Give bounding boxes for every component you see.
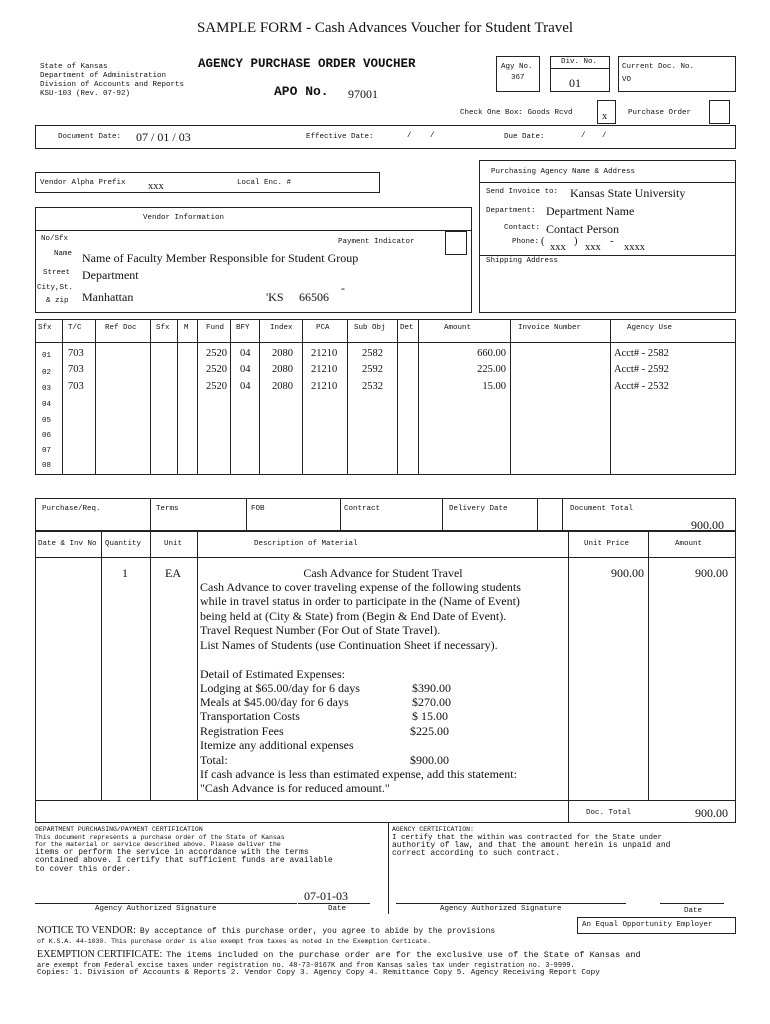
row-fund: 2520 — [206, 381, 227, 392]
check-one-label: Check One Box: Goods Rcvd — [460, 109, 573, 117]
col-header: Index — [270, 324, 293, 332]
item-unit: EA — [165, 566, 181, 580]
expense-value: $900.00 — [410, 753, 449, 767]
delivery-date-label: Delivery Date — [449, 505, 508, 513]
doc-date-month: 07 — [136, 130, 148, 144]
vendor-alpha-prefix-value: xxx — [148, 181, 164, 192]
agency-certification — [392, 826, 670, 859]
item-amount: 900.00 — [695, 566, 728, 580]
divider — [35, 800, 736, 801]
div-no-value: 01 — [569, 76, 581, 90]
col-header: Det — [400, 324, 414, 332]
date-line[interactable] — [660, 903, 724, 904]
signature-line[interactable] — [35, 903, 297, 904]
expense-label: Meals at $45.00/day for 6 days — [200, 695, 349, 709]
exemption-text: are exempt from Federal excise taxes under registration no. 48-73-0167K and from Kansas sales tax under registration no. 3-9999. — [37, 962, 575, 970]
dept-certification — [35, 826, 333, 874]
col-header: M — [184, 324, 189, 332]
description-line: while in travel status in order to participate in the (Name of Event) — [200, 594, 520, 608]
purchase-order-label: Purchase Order — [628, 109, 692, 117]
col-divider — [150, 531, 151, 800]
check-mark: x — [602, 111, 608, 122]
agency-line: Division of Accounts and Reports — [40, 81, 185, 89]
contact-label: Contact: — [504, 224, 541, 232]
eoe-text: An Equal Opportunity Employer — [582, 921, 713, 929]
exemption-heading: EXEMPTION CERTIFICATE: — [37, 949, 163, 960]
document-total-value: 900.00 — [691, 518, 724, 532]
city-label-line: & zip — [46, 297, 69, 305]
send-invoice-value: Kansas State University — [570, 186, 686, 200]
col-divider — [340, 498, 341, 531]
expense-value: $ 15.00 — [412, 709, 448, 723]
row-index: 2080 — [272, 348, 293, 359]
row-index: 2080 — [272, 381, 293, 392]
expense-label: Lodging at $65.00/day for 6 days — [200, 681, 360, 695]
row-sfx: 07 — [42, 447, 52, 455]
col-header: Agency Use — [627, 324, 673, 332]
detail-heading: Detail of Estimated Expenses: — [200, 667, 345, 681]
divider — [35, 557, 736, 558]
row-subobj: 2582 — [362, 348, 383, 359]
cert-line: contained above. I certify that sufficient funds are available — [35, 856, 333, 865]
date-label: Date — [684, 907, 703, 915]
signature-label: Agency Authorized Signature — [95, 905, 217, 913]
signature-date-value: 07-01-03 — [304, 889, 348, 903]
copies-line: Copies: 1. Division of Accounts & Reports 2. Vendor Copy 3. Agency Copy 4. Remittance Copy 5. Agency Receiving Report Copy — [37, 969, 600, 977]
exemption-certificate — [37, 944, 641, 971]
payment-indicator-box[interactable] — [445, 231, 467, 255]
col-header: Amount — [444, 324, 472, 332]
terms-label: Terms — [156, 505, 179, 513]
closing-line: If cash advance is less than estimated expense, add this statement: — [200, 767, 517, 781]
contract-label: Contract — [344, 505, 381, 513]
vendor-name-label: Name — [54, 250, 73, 258]
street-label: Street — [43, 269, 71, 277]
effective-date-label: Effective Date: — [306, 133, 374, 141]
expense-label: Registration Fees — [200, 724, 284, 738]
phone-area-code: xxx — [550, 242, 566, 253]
notice-text: of K.S.A. 44-1030. This purchase order is also exempt from taxes as noted in the Exemption Certicate. — [37, 938, 431, 945]
city-label-line: City,St. — [37, 284, 74, 292]
row-agency-use: Acct# - 2592 — [614, 364, 669, 375]
row-amount: 660.00 — [477, 348, 506, 359]
row-pca: 21210 — [311, 364, 338, 375]
due-date-slash: / — [602, 132, 607, 140]
purchase-req-label: Purchase/Req. — [42, 505, 101, 513]
col-divider — [562, 498, 563, 531]
effective-date-slash: / — [430, 132, 435, 140]
col-divider — [95, 319, 96, 475]
agy-no-value: 367 — [511, 74, 525, 82]
zip-value: 66506 — [299, 290, 329, 304]
divider — [479, 255, 736, 256]
col-divider — [568, 531, 569, 823]
item-unit-price: 900.00 — [611, 566, 644, 580]
row-tc: 703 — [68, 348, 84, 359]
row-fund: 2520 — [206, 348, 227, 359]
row-sfx: 06 — [42, 432, 52, 440]
current-doc-label: Current Doc. No. — [622, 63, 695, 71]
divider — [35, 230, 472, 231]
payment-indicator-label: Payment Indicator — [338, 238, 415, 246]
row-sfx: 01 — [42, 352, 52, 360]
zip-dash: - — [341, 281, 345, 295]
purchase-order-checkbox[interactable] — [709, 100, 730, 124]
cert-line: AGENCY CERTIFICATION: — [392, 826, 474, 833]
row-sfx: 08 — [42, 462, 52, 470]
current-doc-value: VO — [622, 76, 632, 84]
department-value: Department Name — [546, 204, 635, 218]
cert-line: authority of law, and that the amount herein is unpaid and — [392, 840, 671, 850]
local-enc-label: Local Enc. # — [237, 179, 292, 187]
expense-value: $225.00 — [410, 724, 449, 738]
col-divider — [230, 319, 231, 475]
col-header: Invoice Number — [518, 324, 582, 332]
row-bfy: 04 — [240, 364, 251, 375]
due-date-label: Due Date: — [504, 133, 545, 141]
cert-line: correct according to such contract. — [392, 849, 561, 858]
col-divider — [197, 319, 198, 475]
col-header: Unit — [164, 540, 183, 548]
row-sfx: 03 — [42, 385, 52, 393]
vendor-info-label: Vendor Information — [143, 214, 225, 222]
document-date-label: Document Date: — [58, 133, 122, 141]
doc-total-label: Doc. Total — [586, 809, 632, 817]
col-divider — [302, 319, 303, 475]
signature-label: Agency Authorized Signature — [440, 905, 562, 913]
col-divider — [150, 498, 151, 531]
page-title: SAMPLE FORM - Cash Advances Voucher for Student Travel — [196, 20, 574, 36]
row-pca: 21210 — [311, 381, 338, 392]
cert-line: This document represents a purchase order of the State of Kansas — [35, 833, 285, 841]
row-bfy: 04 — [240, 381, 251, 392]
date-line[interactable] — [298, 903, 370, 904]
col-divider — [62, 319, 63, 475]
col-header: Sfx — [38, 324, 52, 332]
doc-date-sep: / — [172, 130, 176, 144]
vendor-alpha-prefix-label: Vendor Alpha Prefix — [40, 179, 126, 187]
agency-line: Department of Administration — [40, 72, 167, 80]
row-tc: 703 — [68, 381, 84, 392]
notice-to-vendor — [37, 920, 495, 946]
doc-date-day: 01 — [157, 130, 170, 144]
apo-label: APO No. — [274, 84, 329, 99]
purchasing-agency-heading: Purchasing Agency Name & Address — [491, 168, 636, 176]
current-doc-box — [618, 56, 736, 92]
row-fund: 2520 — [206, 364, 227, 375]
cert-line: I certify that the within was contracted for the State under — [392, 833, 663, 842]
nosfx-label: No/Sfx — [41, 235, 69, 243]
cert-line: for the material or service described above. Please deliver the — [35, 841, 281, 848]
row-pca: 21210 — [311, 348, 338, 359]
row-amount: 15.00 — [482, 381, 506, 392]
send-invoice-label: Send Invoice to: — [486, 188, 559, 196]
col-header: Fund — [206, 324, 225, 332]
col-divider — [397, 319, 398, 475]
description-title: Cash Advance for Student Travel — [303, 566, 463, 580]
col-divider — [246, 498, 247, 531]
col-header: PCA — [316, 324, 330, 332]
apo-number: 97001 — [348, 87, 378, 101]
col-divider — [101, 531, 102, 800]
expense-value: $390.00 — [412, 681, 451, 695]
contact-value: Contact Person — [546, 222, 619, 236]
col-header: Ref Doc — [105, 324, 137, 332]
divider — [479, 182, 736, 183]
col-divider — [259, 319, 260, 475]
description-line: Cash Advance to cover traveling expense of the following students — [200, 580, 521, 594]
row-sfx: 04 — [42, 401, 52, 409]
vendor-name-value: Name of Faculty Member Responsible for Student Group — [82, 251, 359, 265]
col-divider — [347, 319, 348, 475]
col-header: Sub Obj — [354, 324, 386, 332]
state-value: 'KS — [266, 290, 284, 304]
doc-date-year: 03 — [178, 130, 191, 144]
description-line: being held at (City & State) from (Begin & End Date of Event). — [200, 609, 507, 623]
agency-line: State of Kansas — [40, 63, 108, 71]
description-line: List Names of Students (use Continuation Sheet if necessary). — [200, 638, 498, 652]
div-no-label: Div. No. — [561, 58, 598, 66]
phone-line: xxxx — [624, 242, 645, 253]
effective-date-slash: / — [407, 132, 412, 140]
col-header: Unit Price — [584, 540, 630, 548]
doc-total-value: 900.00 — [695, 806, 728, 820]
phone-prefix: xxx — [585, 242, 601, 253]
summary-row — [35, 498, 736, 531]
phone-open-paren: ( — [541, 236, 545, 247]
col-divider — [388, 823, 389, 914]
fob-label: FOB — [251, 505, 265, 513]
notice-heading: NOTICE TO VENDOR: — [37, 925, 136, 936]
row-subobj: 2532 — [362, 381, 383, 392]
cert-line: DEPARTMENT PURCHASING/PAYMENT CERTIFICATION — [35, 826, 203, 833]
row-subobj: 2592 — [362, 364, 383, 375]
row-sfx: 02 — [42, 369, 52, 377]
city-value: Manhattan — [82, 290, 134, 304]
divider — [35, 342, 736, 343]
col-header: BFY — [236, 324, 250, 332]
col-divider — [442, 498, 443, 531]
phone-dash: - — [610, 236, 614, 247]
due-date-slash: / — [581, 132, 586, 140]
signature-line[interactable] — [396, 903, 626, 904]
col-divider — [418, 319, 419, 475]
col-divider — [150, 319, 151, 475]
shipping-address-label: Shipping Address — [486, 257, 559, 265]
city-label — [37, 284, 73, 306]
doc-date-sep: / — [151, 130, 155, 144]
notice-text: By acceptance of this purchase order, you agree to abide by the provisions — [139, 927, 496, 936]
agy-no-label: Agy No. — [501, 63, 533, 71]
agency-line: KSU-103 (Rev. 07-92) — [40, 90, 131, 98]
row-tc: 703 — [68, 364, 84, 375]
col-header: Sfx — [156, 324, 170, 332]
row-bfy: 04 — [240, 348, 251, 359]
cert-line: items or perform the service in accordance with the terms — [35, 847, 309, 857]
description-line: Travel Request Number (For Out of State Travel). — [200, 623, 441, 637]
col-divider — [537, 498, 538, 531]
item-quantity: 1 — [122, 566, 128, 580]
col-divider — [177, 319, 178, 475]
col-header: Description of Material — [254, 540, 358, 548]
col-header: Amount — [675, 540, 703, 548]
form-name: AGENCY PURCHASE ORDER VOUCHER — [198, 57, 416, 71]
closing-line: "Cash Advance is for reduced amount." — [200, 781, 390, 795]
row-index: 2080 — [272, 364, 293, 375]
row-agency-use: Acct# - 2532 — [614, 381, 669, 392]
department-label: Department: — [486, 207, 536, 215]
expense-label: Itemize any additional expenses — [200, 738, 354, 752]
document-date-value — [136, 130, 191, 144]
col-divider — [510, 319, 511, 475]
phone-label: Phone: — [512, 238, 540, 246]
agency-address — [40, 63, 184, 99]
col-header: Quantity — [105, 540, 142, 548]
col-divider — [648, 531, 649, 800]
expense-label: Total: — [200, 753, 228, 767]
row-sfx: 05 — [42, 417, 52, 425]
street-value: Department — [82, 268, 139, 282]
document-total-label: Document Total — [570, 505, 634, 513]
expense-label: Transportation Costs — [200, 709, 300, 723]
cert-line: to cover this order. — [35, 864, 132, 874]
expense-value: $270.00 — [412, 695, 451, 709]
row-agency-use: Acct# - 2582 — [614, 348, 669, 359]
date-label: Date — [328, 905, 347, 913]
row-amount: 225.00 — [477, 364, 506, 375]
phone-close-paren: ) — [574, 236, 578, 247]
exemption-text: The items included on the purchase order are for the exclusive use of the State of Kansas and — [166, 950, 641, 960]
col-header: T/C — [68, 324, 82, 332]
col-divider — [610, 319, 611, 475]
col-header: Date & Inv No — [38, 540, 97, 548]
col-divider — [197, 531, 198, 800]
